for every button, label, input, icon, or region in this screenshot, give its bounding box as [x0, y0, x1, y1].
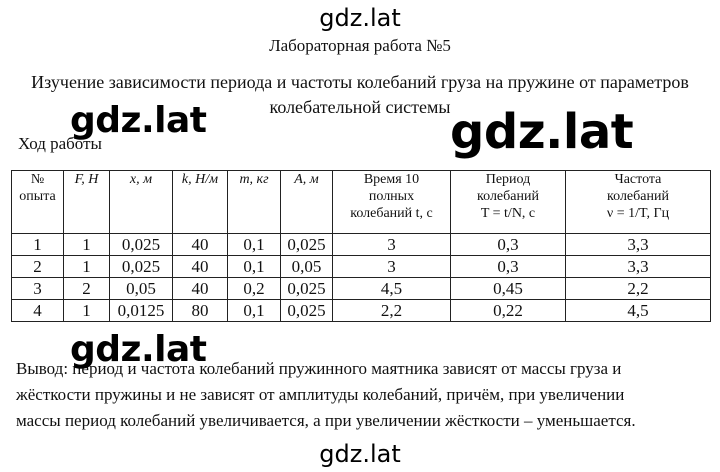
table-row — [12, 256, 711, 278]
table-cell: 3 — [333, 234, 451, 256]
watermark-top: gdz.lat — [319, 4, 401, 32]
header-force: F, Н — [64, 171, 110, 234]
table-cell: 0,05 — [281, 256, 333, 278]
table-cell: 4,5 — [333, 278, 451, 300]
table-cell: 40 — [173, 234, 228, 256]
table-cell: 0,05 — [110, 278, 173, 300]
conclusion-line-1: Вывод: период и частота колебаний пружинного маятника зависят от массы груза и — [16, 359, 622, 378]
table-cell: 2 — [64, 278, 110, 300]
table-cell: 0,025 — [110, 234, 173, 256]
header-time: Время 10 полных колебаний t, с — [333, 171, 451, 234]
table-cell: 0,1 — [228, 300, 281, 322]
conclusion-line-3: массы период колебаний увеличивается, а при увеличении жёсткости – уменьшается. — [16, 411, 636, 430]
table-cell: 3,3 — [566, 234, 711, 256]
conclusion-line-2: жёсткости пружины и не зависят от амплитуды колебаний, причём, при увеличении — [16, 385, 625, 404]
watermark-mid-right: gdz.lat — [450, 104, 634, 160]
header-stiffness: k, Н/м — [173, 171, 228, 234]
table-cell: 40 — [173, 278, 228, 300]
table-header-row — [12, 171, 711, 234]
table-cell: 0,45 — [451, 278, 566, 300]
table-cell: 0,3 — [451, 234, 566, 256]
table-cell: 0,025 — [281, 234, 333, 256]
table-cell: 0,1 — [228, 256, 281, 278]
header-period: Период колебаний T = t/N, с — [451, 171, 566, 234]
table-row — [12, 278, 711, 300]
watermark-bottom: gdz.lat — [319, 440, 401, 468]
table-cell: 0,025 — [110, 256, 173, 278]
table-cell: 2,2 — [566, 278, 711, 300]
table-cell: 3 — [333, 256, 451, 278]
table-cell: 3,3 — [566, 256, 711, 278]
table-cell: 1 — [64, 256, 110, 278]
table-cell: 2 — [12, 256, 64, 278]
table-cell: 2,2 — [333, 300, 451, 322]
header-frequency: Частота колебаний ν = 1/T, Гц — [566, 171, 711, 234]
table-cell: 4,5 — [566, 300, 711, 322]
table-cell: 0,2 — [228, 278, 281, 300]
table-cell: 0,3 — [451, 256, 566, 278]
subject-line-2: колебательной системы — [269, 97, 451, 117]
subject-line-1: Изучение зависимости периода и частоты колебаний груза на пружине от параметров — [31, 72, 689, 92]
table-cell: 0,025 — [281, 300, 333, 322]
table-cell: 0,0125 — [110, 300, 173, 322]
table-cell: 40 — [173, 256, 228, 278]
progress-heading: Ход работы — [18, 134, 102, 153]
table-cell: 1 — [12, 234, 64, 256]
table-cell: 0,1 — [228, 234, 281, 256]
table-cell: 0,22 — [451, 300, 566, 322]
table-cell: 80 — [173, 300, 228, 322]
header-mass: m, кг — [228, 171, 281, 234]
table-cell: 0,025 — [281, 278, 333, 300]
results-table — [11, 170, 711, 322]
table-cell: 1 — [64, 234, 110, 256]
table-row — [12, 234, 711, 256]
table-cell: 3 — [12, 278, 64, 300]
header-amplitude: A, м — [281, 171, 333, 234]
watermark-lower-left: gdz.lat — [70, 329, 207, 370]
table-cell: 4 — [12, 300, 64, 322]
lab-title: Лабораторная работа №5 — [269, 36, 451, 55]
watermark-mid-left: gdz.lat — [70, 100, 207, 141]
header-experiment-number: № опыта — [12, 171, 64, 234]
table-cell: 1 — [64, 300, 110, 322]
header-displacement: x, м — [110, 171, 173, 234]
table-row — [12, 300, 711, 322]
